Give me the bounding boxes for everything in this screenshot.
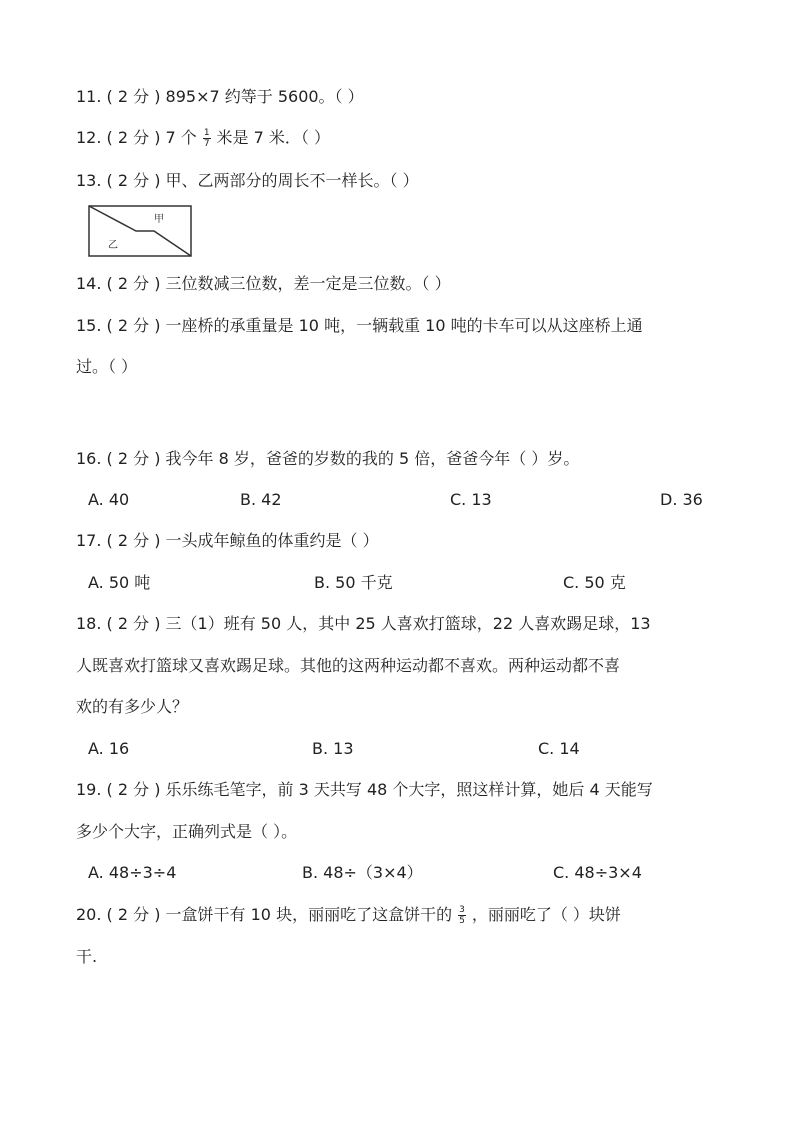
q18-option-a[interactable]: A. 16 — [88, 739, 130, 758]
q17-option-a[interactable]: A. 50 吨 — [88, 573, 151, 592]
q16-option-a[interactable]: A. 40 — [88, 490, 130, 509]
question-17: 17. ( 2 分 ) 一头成年鲸鱼的体重约是（ ） — [76, 531, 379, 550]
question-15-line-1: 15. ( 2 分 ) 一座桥的承重量是 10 吨，一辆载重 10 吨的卡车可以从这座桥上通 — [76, 316, 643, 335]
fraction-denominator: 5 — [459, 916, 465, 926]
q16-option-c[interactable]: C. 13 — [450, 490, 492, 509]
q18-option-c[interactable]: C. 14 — [538, 739, 580, 758]
question-14: 14. ( 2 分 ) 三位数减三位数，差一定是三位数。（ ） — [76, 274, 451, 293]
question-18-line-2: 人既喜欢打篮球又喜欢踢足球。其他的这两种运动都不喜欢。两种运动都不喜 — [76, 656, 621, 675]
question-12 — [76, 128, 330, 149]
q19-option-c[interactable]: C. 48÷3×4 — [553, 863, 642, 882]
question-13: 13. ( 2 分 ) 甲、乙两部分的周长不一样长。（ ） — [76, 171, 419, 190]
q19-option-a[interactable]: A. 48÷3÷4 — [88, 863, 177, 882]
question-20 — [76, 905, 621, 926]
q17-option-c[interactable]: C. 50 克 — [563, 573, 626, 592]
q18-option-b[interactable]: B. 13 — [312, 739, 354, 758]
question-11: 11. ( 2 分 ) 895×7 约等于 5600。（ ） — [76, 87, 364, 106]
question-20-line-2: 干. — [76, 947, 98, 966]
question-19-line-1: 19. ( 2 分 ) 乐乐练毛笔字，前 3 天共写 48 个大字，照这样计算，她后 4 天能写 — [76, 780, 653, 799]
perimeter-figure — [88, 205, 192, 257]
question-20-pre: 20. ( 2 分 ) 一盒饼干有 10 块，丽丽吃了这盒饼干的 — [76, 905, 453, 924]
fraction-denominator: 7 — [203, 139, 210, 149]
fraction-numerator: 3 — [459, 905, 465, 915]
q16-option-d[interactable]: D. 36 — [660, 490, 703, 509]
fraction — [203, 128, 211, 149]
question-16: 16. ( 2 分 ) 我今年 8 岁，爸爸的岁数的我的 5 倍，爸爸今年（ ）岁。 — [76, 449, 580, 468]
label-yi: 乙 — [108, 240, 118, 251]
label-jia: 甲 — [154, 214, 164, 225]
q16-option-b[interactable]: B. 42 — [240, 490, 282, 509]
question-18-line-3: 欢的有多少人？ — [76, 697, 189, 716]
question-12-pre: 12. ( 2 分 ) 7 个 — [76, 128, 197, 147]
question-18-line-1: 18. ( 2 分 ) 三（1）班有 50 人，其中 25 人喜欢打篮球，22 人喜欢踢足球，13 — [76, 614, 651, 633]
fraction — [458, 905, 466, 926]
question-15-line-2: 过。（ ） — [76, 357, 138, 376]
fraction-numerator: 1 — [203, 128, 210, 138]
q19-option-b[interactable]: B. 48÷（3×4） — [302, 863, 423, 882]
question-12-post: 米是 7 米．（ ） — [216, 128, 330, 147]
q17-option-b[interactable]: B. 50 千克 — [314, 573, 393, 592]
question-20-post: ，丽丽吃了（ ）块饼 — [471, 905, 621, 924]
question-19-line-2: 多少个大字，正确列式是（ ）。 — [76, 822, 298, 841]
